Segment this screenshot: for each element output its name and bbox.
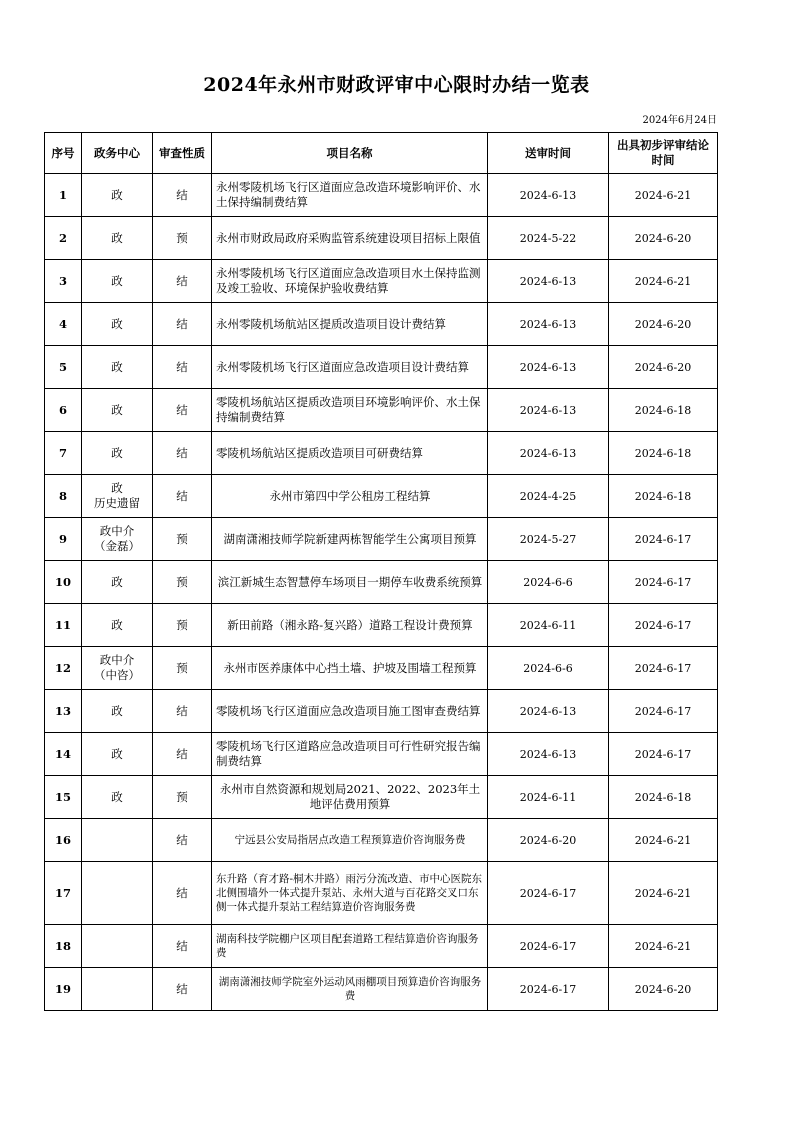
cell-project-name: 宁远县公安局指居点改造工程预算造价咨询服务费 [212,819,488,862]
table-row [45,690,718,733]
cell-project-name: 永州零陵机场飞行区道面应急改造环境影响评价、水土保持编制费结算 [212,174,488,217]
cell-nature: 结 [153,925,212,968]
cell-center: 政 [82,604,153,647]
cell-submit-date: 2024-6-13 [488,174,609,217]
cell-submit-date: 2024-6-13 [488,346,609,389]
cell-result-date: 2024-6-21 [609,862,718,925]
cell-nature: 结 [153,968,212,1011]
cell-center: 政 [82,260,153,303]
header-submit-date: 送审时间 [488,133,609,174]
cell-nature: 结 [153,260,212,303]
cell-submit-date: 2024-6-13 [488,303,609,346]
cell-submit-date: 2024-6-11 [488,604,609,647]
header-result-date: 出具初步评审结论时间 [609,133,718,174]
cell-no: 1 [45,174,82,217]
cell-submit-date: 2024-6-11 [488,776,609,819]
cell-center: 政 [82,217,153,260]
cell-result-date: 2024-6-17 [609,733,718,776]
cell-project-name: 零陵机场航站区提质改造项目可研费结算 [212,432,488,475]
cell-result-date: 2024-6-20 [609,217,718,260]
cell-submit-date: 2024-5-27 [488,518,609,561]
cell-no: 16 [45,819,82,862]
cell-center: 政 [82,690,153,733]
cell-no: 18 [45,925,82,968]
cell-result-date: 2024-6-17 [609,518,718,561]
cell-result-date: 2024-6-21 [609,925,718,968]
table-row [45,432,718,475]
cell-project-name: 滨江新城生态智慧停车场项目一期停车收费系统预算 [212,561,488,604]
cell-submit-date: 2024-6-17 [488,968,609,1011]
header-nature: 审查性质 [153,133,212,174]
cell-result-date: 2024-6-17 [609,561,718,604]
table-row [45,346,718,389]
table-row [45,604,718,647]
cell-no: 6 [45,389,82,432]
cell-project-name: 永州零陵机场航站区提质改造项目设计费结算 [212,303,488,346]
cell-submit-date: 2024-6-20 [488,819,609,862]
cell-center: 政 [82,346,153,389]
cell-result-date: 2024-6-21 [609,174,718,217]
cell-submit-date: 2024-6-17 [488,925,609,968]
cell-submit-date: 2024-6-13 [488,733,609,776]
table-row [45,475,718,518]
cell-nature: 结 [153,819,212,862]
table-row [45,260,718,303]
header-center: 政务中心 [82,133,153,174]
cell-project-name: 湖南潇湘技师学院新建两栋智能学生公寓项目预算 [212,518,488,561]
cell-project-name: 东升路（育才路-桐木井路）雨污分流改造、市中心医院东北侧围墙外一体式提升泵站、永州大道与百花路交叉口东侧一体式提升泵站工程结算造价咨询服务费 [212,862,488,925]
cell-nature: 结 [153,389,212,432]
cell-nature: 预 [153,518,212,561]
table-row [45,862,718,925]
cell-result-date: 2024-6-20 [609,303,718,346]
table-row [45,819,718,862]
cell-nature: 结 [153,432,212,475]
cell-result-date: 2024-6-17 [609,690,718,733]
cell-center [82,968,153,1011]
cell-project-name: 永州市自然资源和规划局2021、2022、2023年土地评估费用预算 [212,776,488,819]
cell-submit-date: 2024-5-22 [488,217,609,260]
cell-center: 政中介 （中咨） [82,647,153,690]
cell-nature: 结 [153,733,212,776]
table-header-row [45,133,718,174]
cell-project-name: 湖南潇湘技师学院室外运动风雨棚项目预算造价咨询服务费 [212,968,488,1011]
cell-no: 15 [45,776,82,819]
table-row [45,217,718,260]
cell-center: 政 [82,174,153,217]
cell-project-name: 湖南科技学院棚户区项目配套道路工程结算造价咨询服务费 [212,925,488,968]
cell-nature: 结 [153,862,212,925]
cell-project-name: 零陵机场飞行区道路应急改造项目可行性研究报告编制费结算 [212,733,488,776]
table-row [45,968,718,1011]
cell-result-date: 2024-6-18 [609,389,718,432]
cell-result-date: 2024-6-17 [609,647,718,690]
table-row [45,776,718,819]
table-row [45,303,718,346]
cell-nature: 结 [153,346,212,389]
cell-no: 8 [45,475,82,518]
cell-no: 14 [45,733,82,776]
cell-submit-date: 2024-6-13 [488,432,609,475]
table-row [45,174,718,217]
cell-project-name: 永州零陵机场飞行区道面应急改造项目水土保持监测及竣工验收、环境保护验收费结算 [212,260,488,303]
cell-project-name: 永州市财政局政府采购监管系统建设项目招标上限值 [212,217,488,260]
cell-center: 政 历史遗留 [82,475,153,518]
cell-result-date: 2024-6-21 [609,819,718,862]
cell-center [82,819,153,862]
cell-nature: 结 [153,303,212,346]
table-row [45,389,718,432]
cell-no: 11 [45,604,82,647]
cell-nature: 预 [153,604,212,647]
cell-no: 17 [45,862,82,925]
table-row [45,518,718,561]
cell-center: 政 [82,776,153,819]
cell-project-name: 永州零陵机场飞行区道面应急改造项目设计费结算 [212,346,488,389]
page-title: 2024年永州市财政评审中心限时办结一览表 [203,74,590,96]
table-body [45,174,718,1011]
cell-result-date: 2024-6-21 [609,260,718,303]
cell-center: 政 [82,389,153,432]
table-row [45,647,718,690]
cell-no: 19 [45,968,82,1011]
cell-nature: 预 [153,561,212,604]
cell-result-date: 2024-6-20 [609,968,718,1011]
cell-no: 10 [45,561,82,604]
cell-no: 7 [45,432,82,475]
project-table [44,132,718,1011]
table-row [45,733,718,776]
cell-result-date: 2024-6-20 [609,346,718,389]
cell-result-date: 2024-6-17 [609,604,718,647]
cell-submit-date: 2024-6-13 [488,389,609,432]
cell-nature: 预 [153,776,212,819]
cell-submit-date: 2024-6-6 [488,647,609,690]
cell-nature: 结 [153,475,212,518]
cell-no: 4 [45,303,82,346]
cell-nature: 预 [153,217,212,260]
cell-nature: 结 [153,174,212,217]
cell-submit-date: 2024-6-13 [488,690,609,733]
cell-project-name: 永州市第四中学公租房工程结算 [212,475,488,518]
header-no: 序号 [45,133,82,174]
cell-nature: 预 [153,647,212,690]
cell-center: 政中介 （金磊） [82,518,153,561]
cell-submit-date: 2024-6-17 [488,862,609,925]
cell-center: 政 [82,432,153,475]
cell-submit-date: 2024-6-6 [488,561,609,604]
cell-result-date: 2024-6-18 [609,475,718,518]
cell-no: 2 [45,217,82,260]
cell-project-name: 零陵机场飞行区道面应急改造项目施工图审查费结算 [212,690,488,733]
cell-no: 3 [45,260,82,303]
report-date: 2024年6月24日 [642,115,717,126]
cell-result-date: 2024-6-18 [609,776,718,819]
cell-no: 13 [45,690,82,733]
cell-submit-date: 2024-6-13 [488,260,609,303]
cell-project-name: 零陵机场航站区提质改造项目环境影响评价、水土保持编制费结算 [212,389,488,432]
cell-center: 政 [82,561,153,604]
cell-center: 政 [82,733,153,776]
cell-no: 9 [45,518,82,561]
cell-center [82,925,153,968]
cell-project-name: 新田前路（湘永路-复兴路）道路工程设计费预算 [212,604,488,647]
cell-center [82,862,153,925]
cell-result-date: 2024-6-18 [609,432,718,475]
cell-no: 12 [45,647,82,690]
table-row [45,925,718,968]
header-name: 项目名称 [212,133,488,174]
cell-center: 政 [82,303,153,346]
cell-submit-date: 2024-4-25 [488,475,609,518]
cell-nature: 结 [153,690,212,733]
cell-no: 5 [45,346,82,389]
table-row [45,561,718,604]
cell-project-name: 永州市医养康体中心挡土墙、护坡及围墙工程预算 [212,647,488,690]
